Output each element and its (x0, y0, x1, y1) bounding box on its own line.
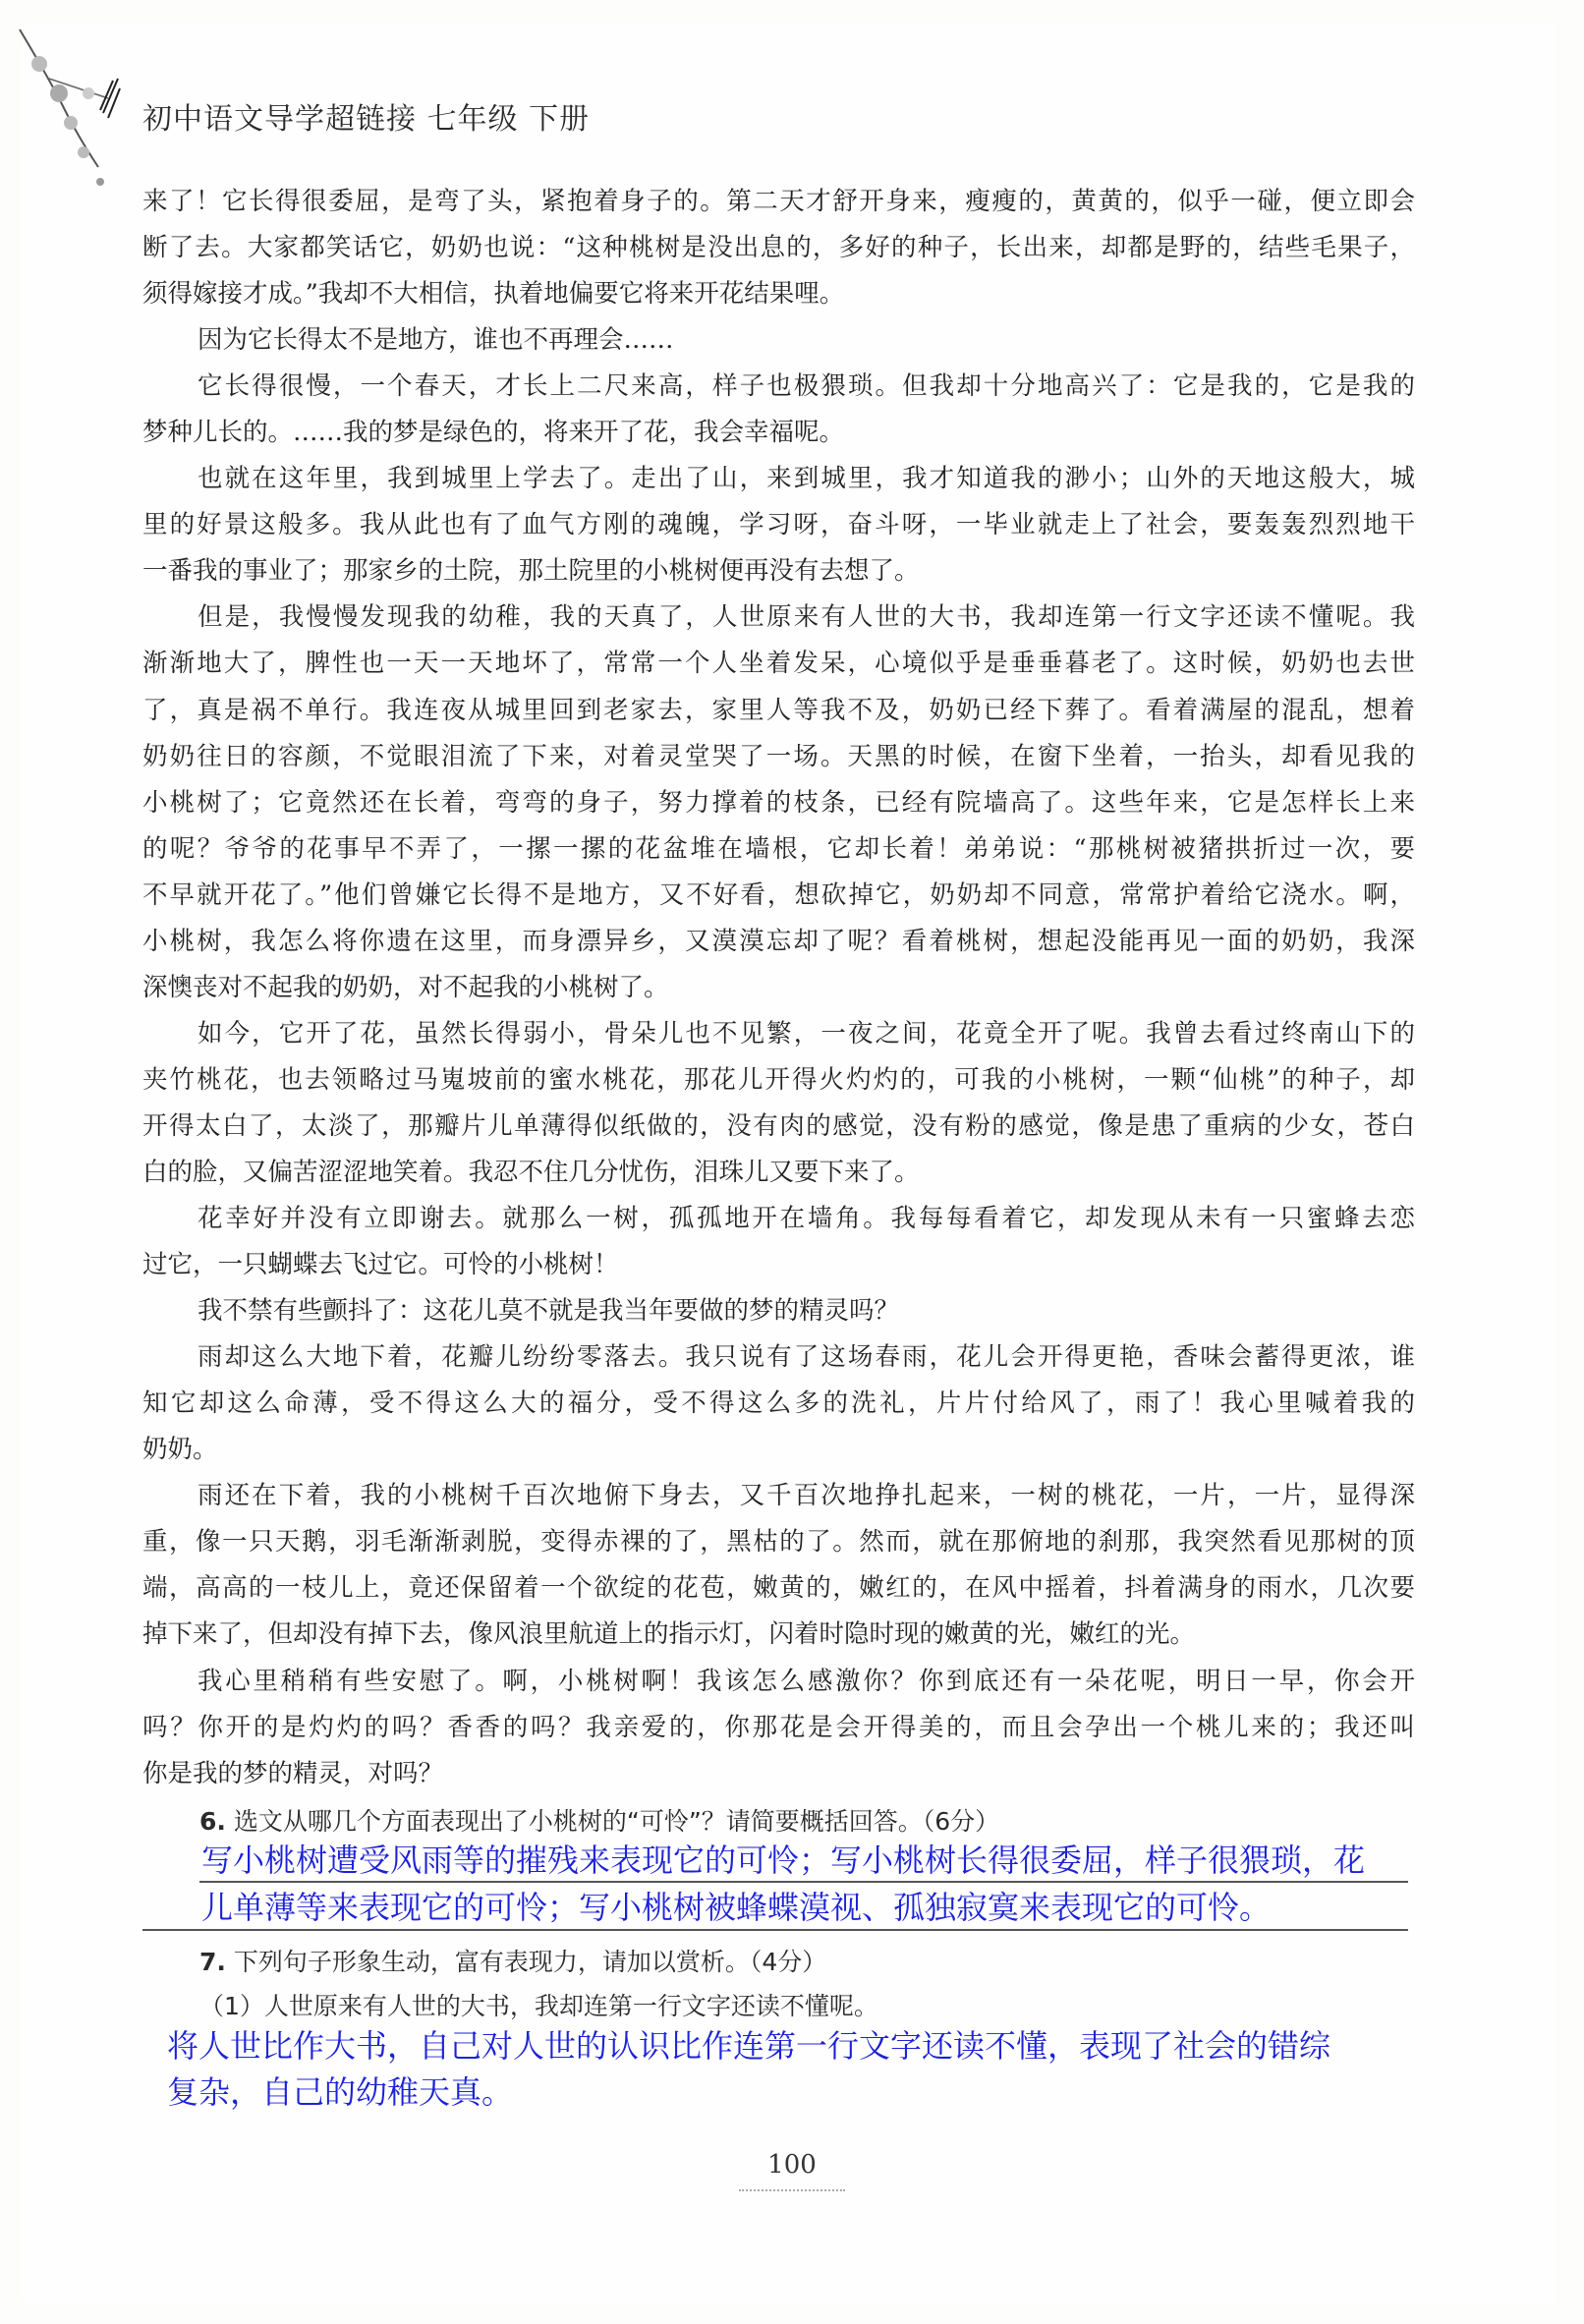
text-line: 因为它长得太不是地方，谁也不再理会…… (198, 325, 674, 356)
text-line: 我心里稍稍有些安慰了。啊，小桃树啊！我该怎么感激你？你到底还有一朵花呢，明日一早，你会开 (198, 1666, 1415, 1696)
text-line: 开得太白了，太淡了，那瓣片儿单薄得似纸做的，没有肉的感觉，没有粉的感觉，像是患了重病的少女，苍白 (142, 1110, 1415, 1141)
question-7-text: 下列句子形象生动，富有表现力，请加以赏析。（4分） (233, 1948, 827, 1976)
text-line: 奶奶。 (142, 1435, 218, 1465)
text-line: 但是，我慢慢发现我的幼稚，我的天真了，人世原来有人世的大书，我却连第一行文字还读不懂呢。我 (198, 602, 1415, 633)
passage-text (142, 179, 1415, 1797)
text-line: 小桃树了；它竟然还在长着，弯弯的身子，努力撑着的枝条，已经有院墙高了。这些年来，它是怎样长上来 (142, 787, 1415, 818)
text-line: 奶奶往日的容颜，不觉眼泪流了下来，对着灵堂哭了一场。天黑的时候，在窗下坐着，一抬头，却看见我的 (142, 741, 1415, 771)
text-line: 知它却这么命薄，受不得这么大的福分，受不得这么多的洗礼，片片付给风了，雨了！我心里喊着我的 (142, 1389, 1415, 1419)
text-line: 端，高高的一枝儿上，竟还保留着一个欲绽的花苞，嫩黄的，嫩红的，在风中摇着，抖着满身的雨水，几次要 (142, 1573, 1415, 1604)
question-6-text: 选文从哪几个方面表现出了小桃树的“可怜”？请简要概括回答。（6分） (233, 1807, 1000, 1836)
answer-7-line-1: 将人世比作大书，自己对人世的认识比作连第一行文字还读不懂，表现了社会的错综 (167, 2027, 1331, 2065)
text-line: 吗？你开的是灼灼的吗？香香的吗？我亲爱的，你那花是会开得美的，而且会孕出一个桃儿来的；我还叫 (142, 1712, 1415, 1742)
paragraph (142, 179, 1415, 317)
text-line: 夹竹桃花，也去领略过马嵬坡前的蜜水桃花，那花儿开得火灼灼的，可我的小桃树，一颗“仙桃”的种子，却 (142, 1064, 1415, 1095)
paragraph (142, 1659, 1415, 1797)
text-line: 雨却这么大地下着，花瓣儿纷纷零落去。我只说有了这场春雨，花儿会开得更艳，香味会蓄得更浓，谁 (198, 1342, 1415, 1373)
text-line: 重，像一只天鹅，羽毛渐渐剥脱，变得赤裸的了，黑枯的了。然而，就在那俯地的刹那，我突然看见那树的顶 (142, 1527, 1415, 1558)
paragraph (142, 1473, 1415, 1658)
text-line: 的呢？爷爷的花事早不弄了，一摞一摞的花盆堆在墙根，它却长着！弟弟说：“那桃树被猪拱折过一次，要 (142, 833, 1415, 864)
text-line: 不早就开花了。”他们曾嫌它长得不是地方，又不好看，想砍掉它，奶奶却不同意，常常护着给它浇水。啊， (142, 879, 1415, 910)
paragraph (142, 364, 1415, 456)
plum-branch-decoration-icon (10, 20, 128, 216)
text-line: 花幸好并没有立即谢去。就那么一树，孤孤地开在墙角。我每每看着它，却发现从未有一只蜜蜂去恋 (198, 1204, 1415, 1234)
book-title-header: 初中语文导学超链接 七年级 下册 (142, 102, 591, 137)
question-6-number: 6. (199, 1807, 226, 1836)
question-7-number: 7. (199, 1948, 226, 1976)
paragraph (142, 1288, 1415, 1334)
text-line: 掉下来了，但却没有掉下去，像风浪里航道上的指示灯，闪着时隐时现的嫩黄的光，嫩红的光。 (142, 1619, 1196, 1650)
page-number: 100 (767, 2150, 817, 2180)
text-line: 我不禁有些颤抖了：这花儿莫不就是我当年要做的梦的精灵吗？ (198, 1296, 900, 1327)
text-line: 梦种儿长的。……我的梦是绿色的，将来开了花，我会幸福呢。 (142, 418, 845, 448)
paragraph (142, 1196, 1415, 1288)
paragraph (142, 1334, 1415, 1473)
text-line: 也就在这年里，我到城里上学去了。走出了山，来到城里，我才知道我的渺小；山外的天地这般大，城 (198, 464, 1415, 494)
text-line: 白的脸，又偏苦涩涩地笑着。我忍不住几分忧伤，泪珠儿又要下来了。 (142, 1157, 920, 1187)
text-line: 你是我的梦的精灵，对吗？ (142, 1758, 444, 1788)
question-6 (199, 1802, 999, 1838)
page-number-dotted-rule (739, 2189, 845, 2191)
answer-6-line-1: 写小桃树遭受风雨等的摧残来表现它的可怜；写小桃树长得很委屈，样子很猥琐，花 (201, 1842, 1366, 1879)
paragraph (142, 595, 1415, 1010)
text-line: 渐渐地大了，脾性也一天一天地坏了，常常一个人坐着发呆，心境似乎是垂垂暮老了。这时候，奶奶也去世 (142, 649, 1415, 679)
text-line: 雨还在下着，我的小桃树千百次地俯下身去，又千百次地挣扎起来，一树的桃花，一片，一片，显得深 (198, 1481, 1415, 1511)
paragraph (142, 317, 1415, 364)
text-line: 过它，一只蝴蝶去飞过它。可怜的小桃树！ (142, 1250, 619, 1280)
answer-rule-line (142, 1929, 1408, 1931)
question-7 (199, 1943, 826, 1978)
paragraph (142, 456, 1415, 595)
text-line: 它长得很慢，一个春天，才长上二尺来高，样子也极猥琐。但我却十分地高兴了：它是我的，它是我的 (198, 371, 1415, 402)
text-line: 断了去。大家都笑话它，奶奶也说：“这种桃树是没出息的，多好的种子，长出来，却都是野的，结些毛果子， (142, 233, 1415, 263)
text-line: 来了！它长得很委屈，是弯了头，紧抱着身子的。第二天才舒开身来，瘦瘦的，黄黄的，似乎一碰，便立即会 (142, 187, 1415, 216)
text-line: 小桃树，我怎么将你遗在这里，而身漂异乡，又漠漠忘却了呢？看着桃树，想起没能再见一面的奶奶，我深 (142, 926, 1415, 956)
text-line: 须得嫁接才成。”我却不大相信，执着地偏要它将来开花结果哩。 (142, 279, 845, 310)
text-line: 深懊丧对不起我的奶奶，对不起我的小桃树了。 (142, 972, 669, 1002)
question-7-sub-1: （1）人世原来有人世的大书，我却连第一行文字还读不懂呢。 (199, 1992, 878, 2020)
text-line: 里的好景这般多。我从此也有了血气方刚的魂魄，学习呀，奋斗呀，一毕业就走上了社会，要轰轰烈烈地干 (142, 510, 1415, 540)
paragraph (142, 1011, 1415, 1196)
answer-6-line-2: 儿单薄等来表现它的可怜；写小桃树被蜂蝶漠视、孤独寂寞来表现它的可怜。 (201, 1889, 1272, 1926)
text-line: 了，真是祸不单行。我连夜从城里回到老家去，家里人等我不及，奶奶已经下葬了。看着满屋的混乱，想着 (142, 695, 1415, 725)
text-line: 一番我的事业了；那家乡的土院，那土院里的小桃树便再没有去想了。 (142, 556, 920, 587)
text-line: 如今，它开了花，虽然长得弱小，骨朵儿也不见繁，一夜之间，花竟全开了呢。我曾去看过终南山下的 (198, 1018, 1415, 1049)
answer-7-line-2: 复杂，自己的幼稚天真。 (167, 2073, 514, 2111)
